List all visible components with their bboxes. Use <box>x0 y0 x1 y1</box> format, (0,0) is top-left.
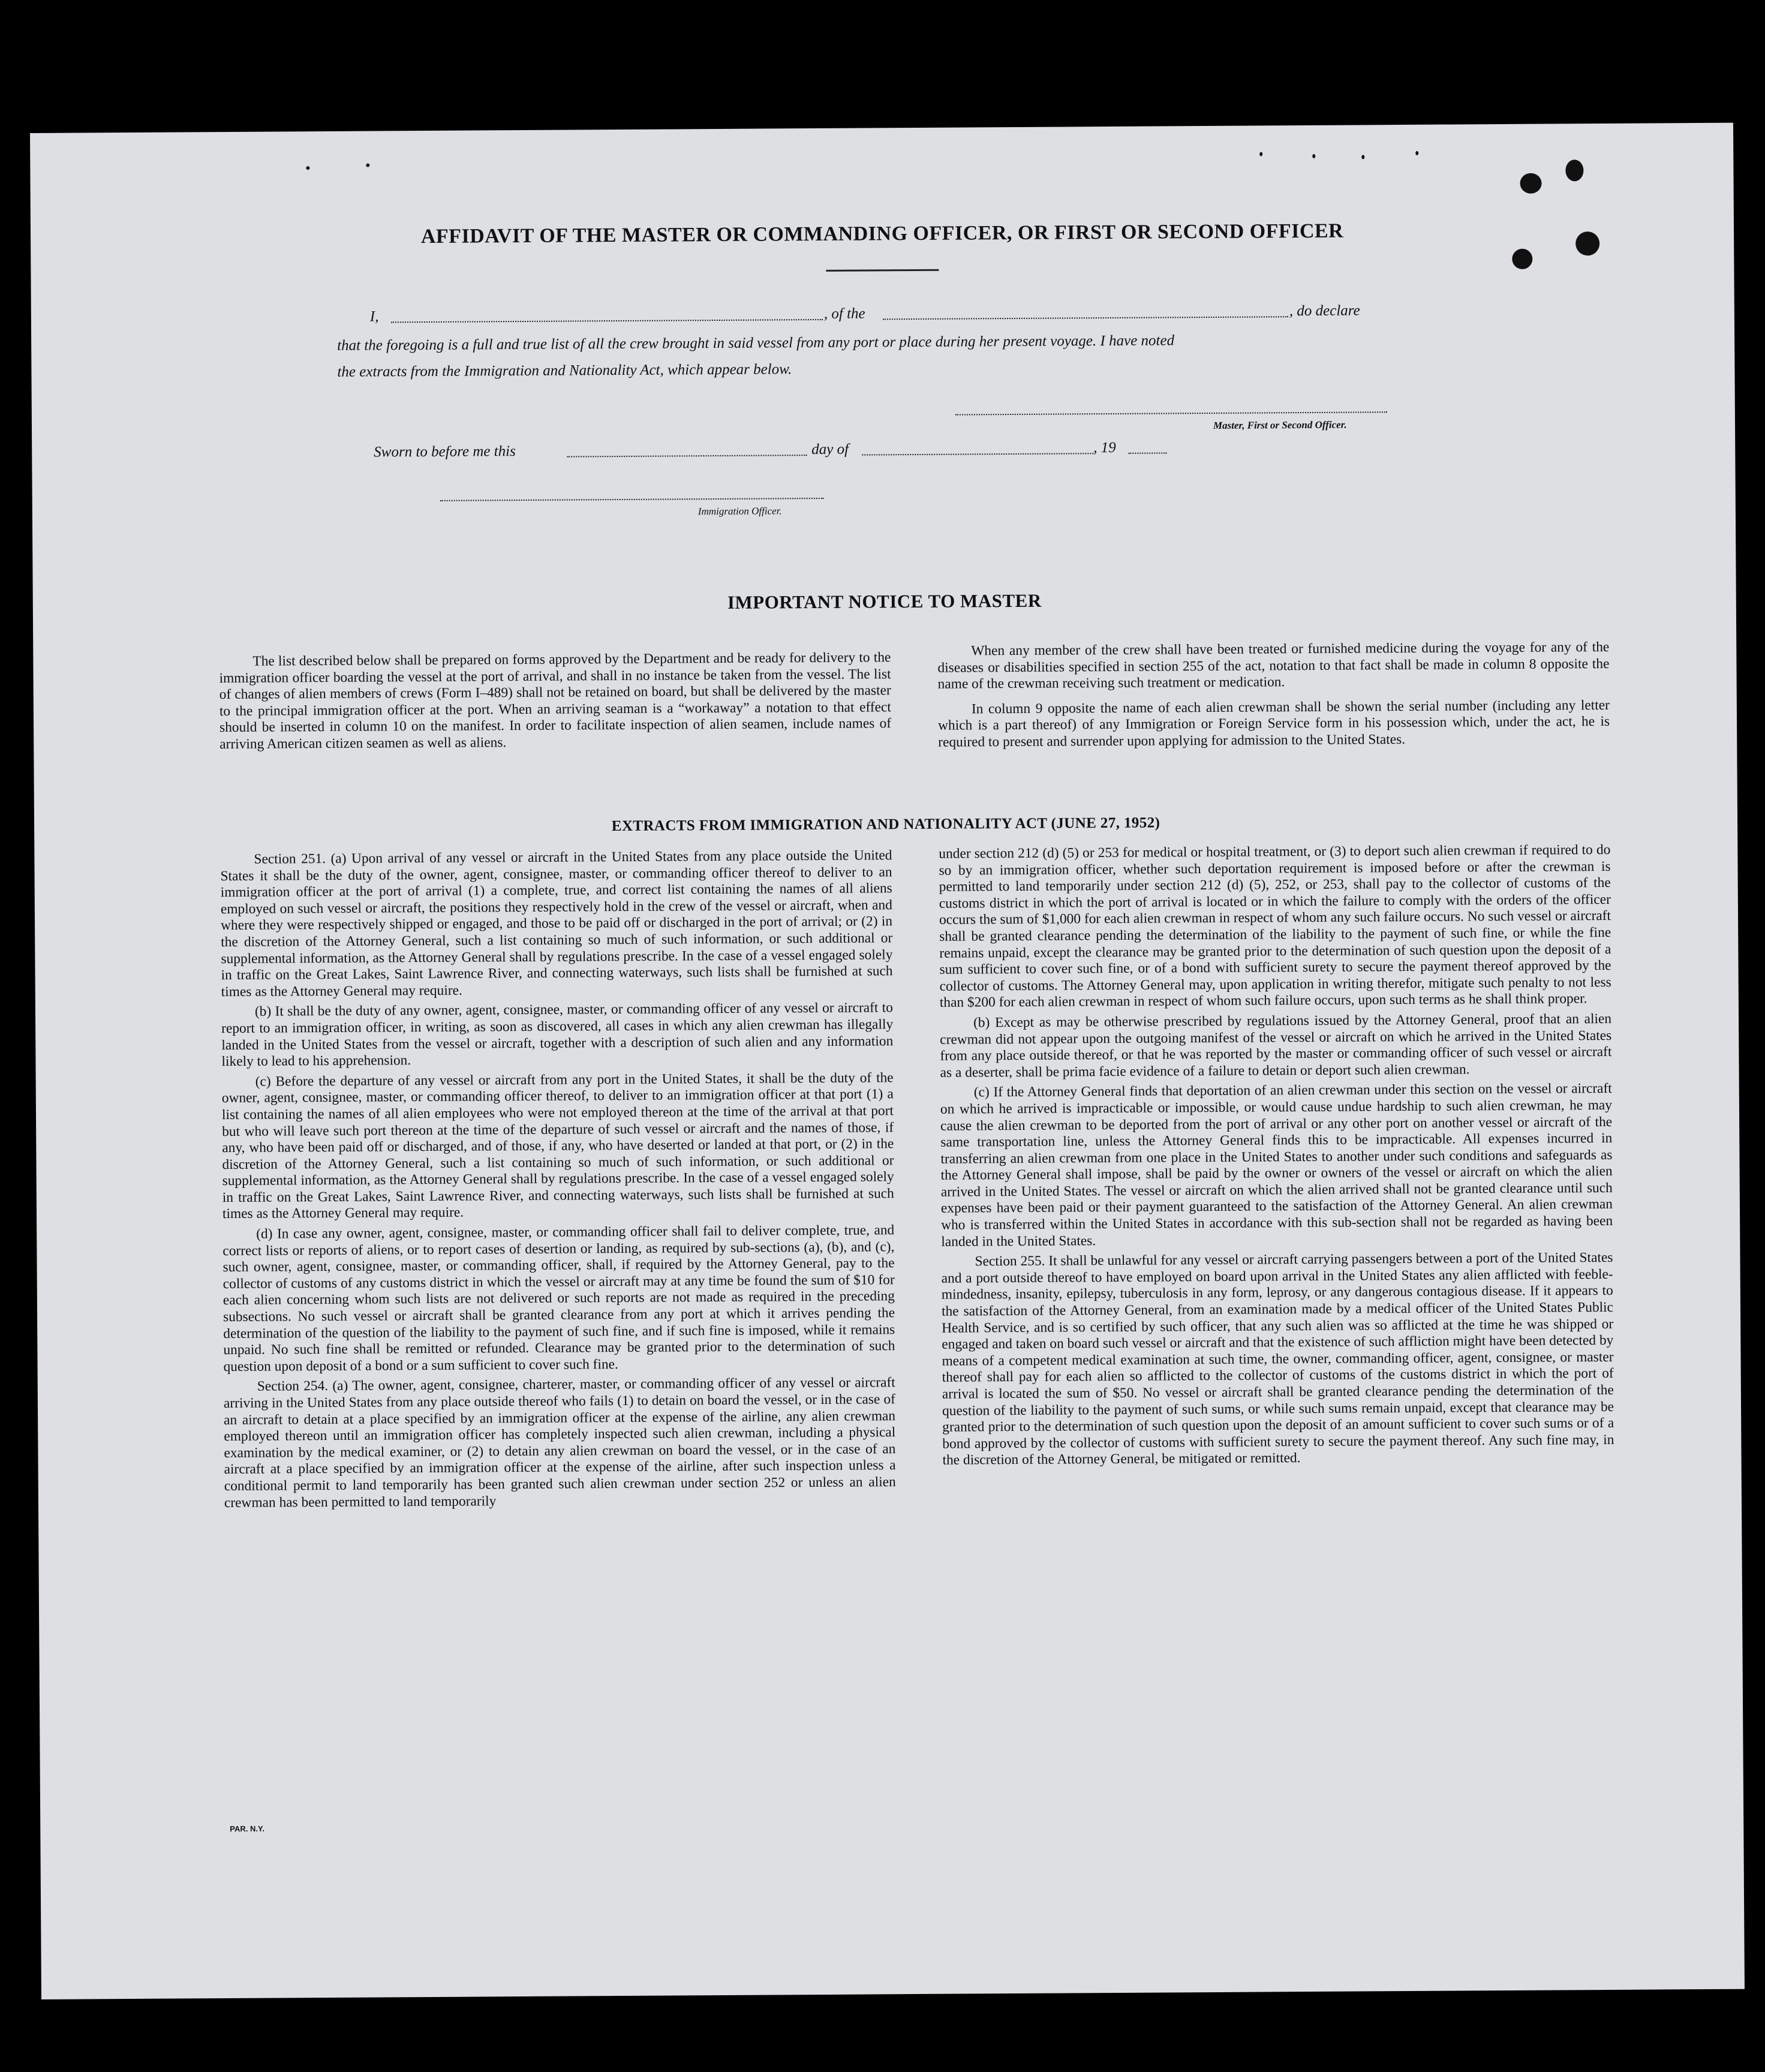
notice-title: IMPORTANT NOTICE TO MASTER <box>727 590 1042 613</box>
document-page <box>30 123 1745 1999</box>
officer-label: Immigration Officer. <box>697 505 782 518</box>
affidavit-i: I, <box>369 308 379 325</box>
vessel-blank[interactable] <box>883 316 1288 320</box>
affidavit-title: AFFIDAVIT OF THE MASTER OR COMMANDING OFFICER, OR FIRST OR SECOND OFFICER <box>420 219 1344 248</box>
title-rule <box>826 269 939 272</box>
section-254-a-continued: under section 212 (d) (5) or 253 for medical or hospital treatment, or (3) to deport such alien crewman if required to do so by an immigration officer, whether such deportation requirement is imposed before or after the crewman is permitted to land temporarily under section 212 (d) (5), 252, or 253, shall pay to the collector of customs of the customs district in which the port of arrival is located or in which the failure to comply with the orders of the officer occurs the sum of $1,000 for each alien crewman in respect of whom any such failure occurs. No such vessel or aircraft shall be granted clearance pending the determination of the liability to the payment of such fine, or while the fine remains unpaid, except the clearance may be granted prior to the determination of such question upon the deposit of a sum sufficient to cover such fine, or of a bond with sufficient surety to secure the payment thereof approved by the collector of customs. The Attorney General may, upon application in writing therefor, mitigate such penalty to not less than $200 for each alien crewman in respect of whom such failure occurs, upon such terms as he shall think proper. <box>939 841 1611 1011</box>
punch-hole <box>1520 173 1541 194</box>
extracts-right-column <box>939 842 1614 1473</box>
section-251-a: Section 251. (a) Upon arrival of any vessel or aircraft in the United States from any place outside the United States it shall be the duty of the owner, agent, consignee, master, or commanding officer thereof to deliver to an immigration officer at the port of arrival (1) a complete, true, and correct list containing the names of all aliens employed on such vessel or aircraft, the positions they respectively hold in the crew of the vessel or aircraft, when and where they were respectively shipped or engaged, and those to be paid off or discharged in the port of arrival; or (2) in the discretion of the Attorney General, such a list containing so much of such information, or such additional or supplemental information, as the Attorney General shall by regulations prescribe. In the case of a vessel engaged solely in traffic on the Great Lakes, Saint Lawrence River, and connecting waterways, such lists shall be furnished at such times as the Attorney General may require. <box>220 847 893 1000</box>
notice-left-paragraph: The list described below shall be prepared on forms approved by the Department and be ready for delivery to the immigration officer boarding the vessel at the port of arrival, and shall in no instance be taken from the vessel. The list of changes of alien members of crews (Form I–489) shall not be retained on board, but shall be delivered by the master to the principal immigration officer at the port. When an arriving seaman is a “workaway” a notation to that effect should be inserted in column 10 on the manifest. In order to facilitate inspection of alien seamen, include names of arriving American citizen seamen as well as aliens. <box>219 649 892 753</box>
section-251-d: (d) In case any owner, agent, consignee, master, or commanding officer shall fail to deliver complete, true, and correct lists or reports of aliens, or to report cases of desertion or landing, as required by sub-sections (a), (b), and (c), such owner, agent, consignee, master, or commanding officer, shall, if required by the Attorney General, pay to the collector of customs of any customs district in which the vessel or aircraft may at any time be found the sum of $10 for each alien concerning whom such lists are not delivered or such reports are not made as required in the preceding subsections. No such vessel or aircraft shall be granted clearance from any port at which it arrives pending the determination of the question of the liability to the payment of such fine, and if such fine is imposed, while it remains unpaid. No such fine shall be remitted or refunded. Clearance may be granted prior to the determination of such question upon deposit of a bond or a sum sufficient to cover such fine. <box>222 1222 895 1375</box>
speck <box>306 166 309 170</box>
section-255: Section 255. It shall be unlawful for any vessel or aircraft carrying passengers between a port of the United States and a port outside thereof to have employed on board upon arrival in the United States any alien afflicted with feeble-mindedness, insanity, epilepsy, tuberculosis in any form, leprosy, or any dangerous contagious disease. If it appears to the satisfaction of the Attorney General, from an examination made by a medical officer of the United States Public Health Service, and is so certified by such officer, that any such alien was so afflicted at the time he was shipped or engaged and taken on board such vessel or aircraft and that the existence of such affliction might have been detected by means of a competent medical examination at such time, the owner, commanding officer, agent, consignee, or master thereof shall pay for each alien so afflicted to the collector of customs of the customs district in which the port of arrival is located the sum of $50. No vessel or aircraft shall be granted clearance pending the determination of the question of the liability to the payment of such sums, or while such sums remain unpaid, except that clearance may be granted prior to the determination of such question upon the deposit of an amount sufficient to cover such sums or of a bond approved by the collector of customs with sufficient surety to secure the payment thereof. Any such fine may, in the discretion of the Attorney General, be mitigated or remitted. <box>941 1250 1614 1469</box>
punch-hole <box>1512 249 1532 269</box>
name-blank[interactable] <box>391 319 823 323</box>
affidavit-line2: that the foregoing is a full and true list of all the crew brought in said vessel from any port or place during her present voyage. I have noted <box>337 332 1175 354</box>
notice-left <box>219 649 891 756</box>
section-254-c: (c) If the Attorney General finds that deportation of an alien crewman under this section on the vessel or aircraft on which he arrived is impracticable or impossible, or would cause undue hardship to such alien crewman, he may cause the alien crewman to be deported from the port of arrival or any other port on another vessel or aircraft of the same transportation line, unless the Attorney General finds this to be impracticable. All expenses incurred in transferring an alien crewman from one place in the United States to another under such conditions and safeguards as the Attorney General shall impose, shall be paid by the owner or owners of the vessel or aircraft on which the alien arrived in the United States. The vessel or aircraft on which the alien arrived shall not be granted clearance until such expenses have been paid or their payment guaranteed to the satisfaction of the Attorney General. An alien crewman who is transferred within the United States in accordance with this sub-section shall not be regarded as having been landed in the United States. <box>940 1081 1613 1250</box>
section-254-a: Section 254. (a) The owner, agent, consignee, charterer, master, or commanding officer of any vessel or aircraft arriving in the United States from any place outside thereof who fails (1) to detain on board the vessel, or in the case of an aircraft to detain at a place specified by an immigration officer at the expense of the airline, any alien crewman employed thereon until an immigration officer has completely inspected such alien crewman, including a physical examination by the medical examiner, or (2) to detain any alien crewman on board the vessel, or in the case of an aircraft at a place specified by an immigration officer at the expense of the airline, after such inspection unless a conditional permit to land temporarily has been granted such alien crewman under section 252 or unless an alien crewman has been permitted to land temporarily <box>223 1375 896 1511</box>
signature-line[interactable] <box>955 411 1387 415</box>
sworn-label: Sworn to before me this <box>374 443 516 461</box>
notice-right-paragraph-2: In column 9 opposite the name of each alien crewman shall be shown the serial number (including any letter which is a part thereof) of any Immigration or Foreign Service form in his possession which, under the act, he is required to present and surrender upon applying for admission to the United States. <box>937 697 1610 750</box>
extracts-left-column <box>220 847 896 1515</box>
speck <box>366 164 369 167</box>
day-of-label: day of <box>811 441 849 458</box>
printer-mark: PAR. N.Y. <box>230 1824 264 1834</box>
speck <box>1312 154 1315 158</box>
signer-label: Master, First or Second Officer. <box>1213 419 1347 431</box>
day-blank[interactable] <box>567 455 807 457</box>
speck <box>1361 155 1364 159</box>
month-blank[interactable] <box>862 453 1093 455</box>
section-251-b: (b) It shall be the duty of any owner, agent, consignee, master, or commanding officer of any vessel or aircraft to report to an immigration officer, in writing, as soon as discovered, all cases in which any alien crewman has illegally landed in the United States from the vessel or aircraft, together with a description of such alien and any information likely to lead to his apprehension. <box>221 1000 894 1070</box>
speck <box>1415 151 1418 155</box>
punch-hole <box>1565 160 1583 181</box>
officer-signature-line[interactable] <box>440 498 824 501</box>
year-label: , 19 <box>1093 439 1116 456</box>
section-251-c: (c) Before the departure of any vessel or aircraft from any port in the United States, it shall be the duty of the owner, agent, consignee, master, or commanding officer thereof, to deliver to an immigration officer at that port (1) a list containing the names of all alien employees who were not employed thereon at the time of the arrival at that port but who will leave such port thereon at the time of the departure of such vessel or aircraft and the names of those, if any, who have been paid off or discharged, and of those, if any, who have deserted or landed at that port, or (2) in the discretion of the Attorney General, such a list containing so much of such information, or such additional or supplemental information, as the Attorney General shall by regulations prescribe. In the case of a vessel engaged solely in traffic on the Great Lakes, Saint Lawrence River, and connecting waterways, such lists shall be furnished at such times as the Attorney General may require. <box>221 1069 894 1222</box>
speck <box>1259 152 1262 156</box>
affidavit-line3: the extracts from the Immigration and Nationality Act, which appear below. <box>337 361 792 380</box>
extracts-title: EXTRACTS FROM IMMIGRATION AND NATIONALITY ACT (JUNE 27, 1952) <box>611 814 1160 835</box>
notice-right <box>937 639 1610 754</box>
affidavit-of-the: , of the <box>823 305 865 322</box>
affidavit-declare: , do declare <box>1289 302 1360 320</box>
year-blank[interactable] <box>1128 452 1166 453</box>
section-254-b: (b) Except as may be otherwise prescribed by regulations issued by the Attorney General, proof that an alien crewman did not appear upon the outgoing manifest of the vessel or aircraft on which he arrived in the United States from any place outside thereof, or that he was reported by the master or commanding officer of such vessel or aircraft as a deserter, shall be prima facie evidence of a failure to detain or deport such alien crewman. <box>940 1011 1612 1081</box>
notice-right-paragraph-1: When any member of the crew shall have been treated or furnished medicine during the voyage for any of the diseases or disabilities specified in section 255 of the act, notation to that fact shall be made in column 8 opposite the name of the crewman receiving such treatment or medication. <box>937 639 1610 692</box>
